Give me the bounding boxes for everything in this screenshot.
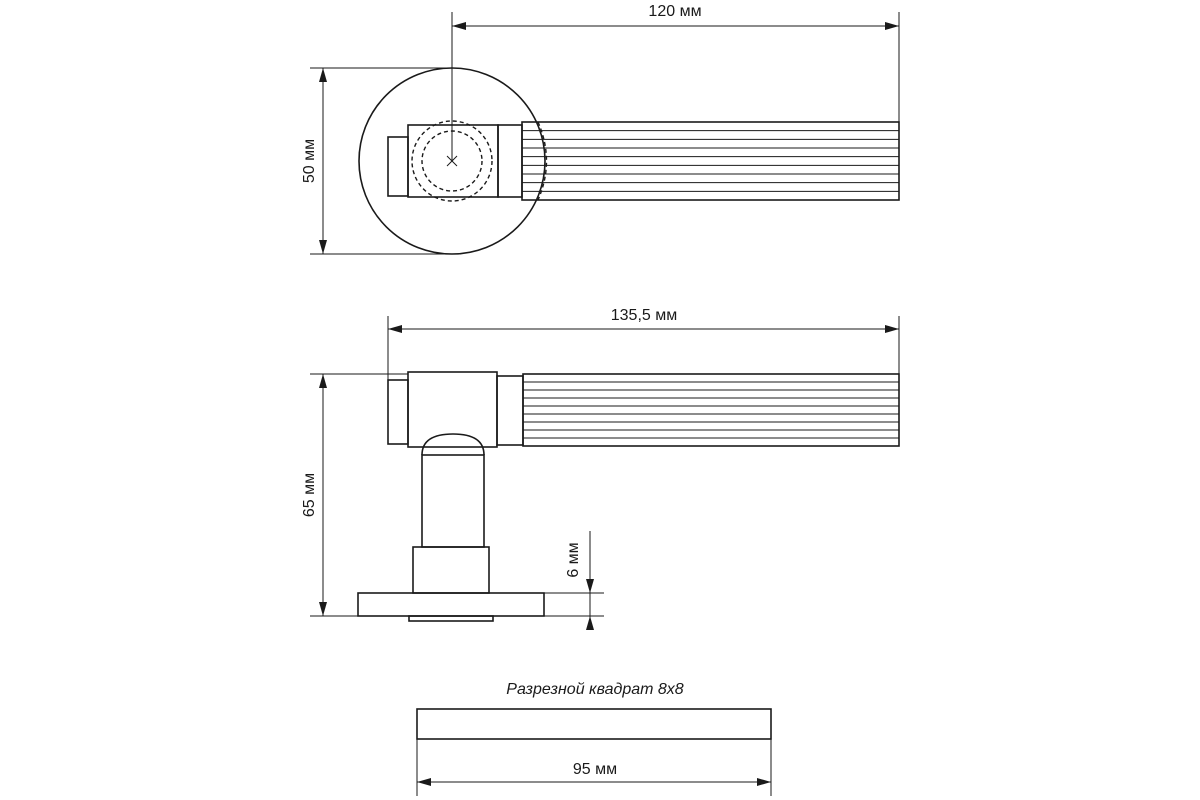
side-view: [301, 307, 899, 630]
dim-arrow: [885, 325, 899, 333]
spindle-bar: [417, 709, 771, 739]
dim-arrow: [319, 374, 327, 388]
dim-arrow: [319, 68, 327, 82]
top-neck-connector: [498, 125, 522, 197]
dim-arrow: [885, 22, 899, 30]
dim-arrow: [586, 616, 594, 630]
side-collar: [413, 547, 489, 593]
dim-arrow: [319, 240, 327, 254]
dim-arrow: [757, 778, 771, 786]
spindle-view: [417, 681, 771, 796]
side-left-stub: [388, 380, 408, 444]
dim-arrow: [586, 579, 594, 593]
side-shoulder: [422, 434, 484, 455]
side-bottom-lip: [409, 616, 493, 621]
dim-label-top-length: 120 мм: [648, 3, 702, 20]
spindle-caption: Разрезной квадрат 8x8: [506, 681, 684, 698]
top-view: [301, 3, 899, 254]
side-neck-connector: [497, 376, 523, 445]
dim-arrow: [452, 22, 466, 30]
dim-arrow: [417, 778, 431, 786]
dim-label-spindle-length: 95 мм: [572, 761, 618, 778]
dim-label-top-height: 50 мм: [301, 138, 318, 184]
dim-label-base-thickness: 6 мм: [565, 542, 582, 578]
dim-label-side-length: 135,5 мм: [610, 307, 678, 324]
side-head-block: [408, 372, 497, 447]
dim-arrow: [388, 325, 402, 333]
top-lever-ribs: [522, 131, 899, 192]
top-lever-body: [522, 122, 899, 200]
side-lever-body: [523, 374, 899, 446]
dim-arrow: [319, 602, 327, 616]
side-base-plate: [358, 593, 544, 616]
dim-label-side-height: 65 мм: [301, 472, 318, 518]
side-stem: [422, 455, 484, 547]
side-lever-ribs: [523, 382, 899, 438]
top-left-stub: [388, 137, 408, 196]
